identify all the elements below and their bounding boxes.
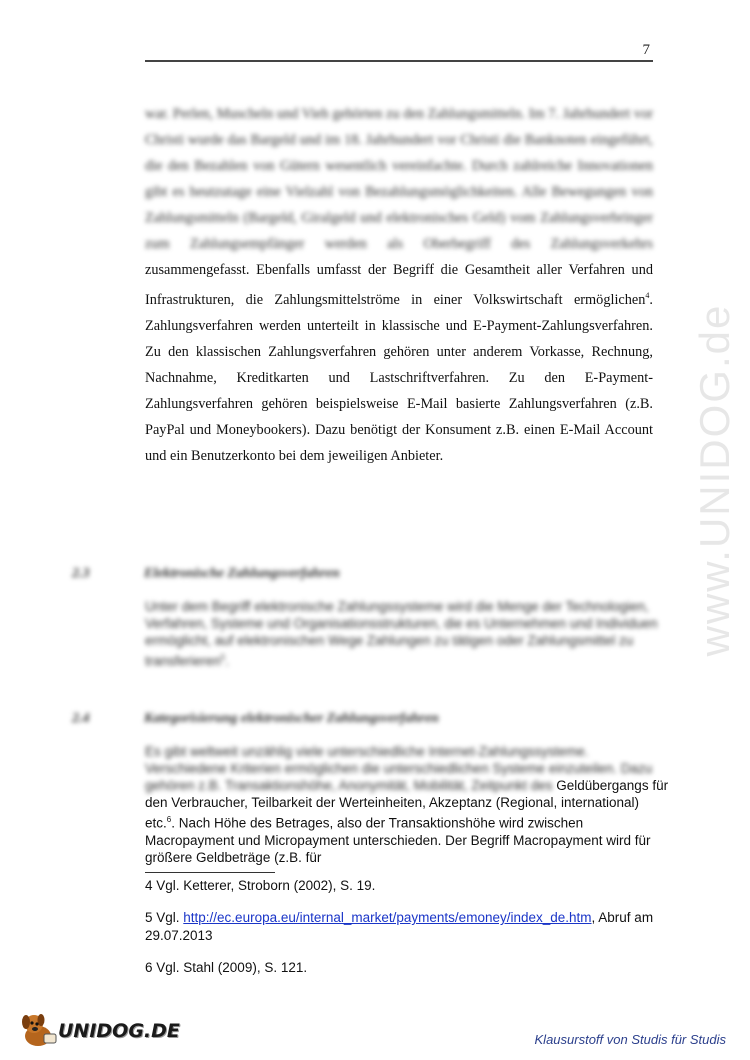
section-2-4-visible-text: Geldübergangs für den Verbraucher, Teilbarkeit der Werteinheiten, Akzeptanz (Regional, international) etc. — [145, 778, 669, 831]
footnote-rule — [145, 872, 275, 873]
watermark: www.UNIDOG.de — [691, 303, 738, 657]
intro-visible-text-2: . Zahlungsverfahren werden unterteilt in klassische und E-Payment-Zahlungsverfahren. Zu den klassischen Zahlungsverfahren gehören unter anderem Vorkasse, Rechnung, Nachnahme, Kreditkarten und Lastschriftverfahren. Zu den E-Payment-Zahlungsverfahren gehören beispielsweise E-Mail basierte Zahlungsverfahren (z.B. PayPal und Moneybookers). Dazu benötigt der Konsument z.B. einen E-Mail Account und ein Benutzerkonto bei dem jeweiligen Anbieter. — [145, 291, 653, 464]
footnote-5-suffix: , Abruf am 29.07.2013 — [145, 910, 654, 943]
footnote-ref-4[interactable]: 4 — [645, 291, 650, 300]
header-rule — [145, 60, 653, 62]
footnote-5 — [145, 909, 665, 945]
section-2-4-blurred-text: Es gibt weltweit unzählig viele unterschiedliche Internet-Zahlungssysteme. Verschiedene Kriterien ermöglichen die unterschiedlichen Systeme einzuteilen. Dazu gehören z.B. Transaktionshöhe, Anonymität, Mobilität, Zeitpunkt des — [145, 744, 653, 793]
section-number: 2.3 — [72, 566, 90, 581]
footnote-6: 6 Vgl. Stahl (2009), S. 121. — [145, 960, 308, 975]
section-2-3-paragraph: Unter dem Begriff elektronische Zahlungssysteme wird die Menge der Technologien, Verfahren, Systeme und Organisationsstrukturen, die es Unternehmen und Individuen ermöglicht, auf elektronischen Wege Zahlungen zu tätigen oder Zahlungsmittel zu transferieren$^5$. — [145, 599, 658, 669]
unidog-logo[interactable] — [20, 1010, 180, 1050]
footnote-5-prefix: 5 Vgl. — [145, 910, 184, 925]
footer-tagline: Klausurstoff von Studis für Studis — [534, 1032, 726, 1047]
footnote-4: 4 Vgl. Ketterer, Stroborn (2002), S. 19. — [145, 878, 376, 893]
page-number: 7 — [642, 42, 650, 58]
intro-visible-text: zusammengefasst. Ebenfalls umfasst der Begriff die Gesamtheit aller Verfahren und Infrastrukturen, die Zahlungsmittelströme in einer Volkswirtschaft ermöglichen — [145, 262, 653, 308]
section-2-4-paragraph — [145, 743, 670, 866]
logo-text: UNIDOG.DE — [58, 1020, 180, 1042]
dog-mascot-icon — [20, 1010, 60, 1050]
section-2-4-visible-text-2: . Nach Höhe des Betrages, also der Transaktionshöhe wird zwischen Macropayment und Micropayment unterschieden. Der Begriff Macropayment wird für größere Geldbeträge (z.B. für — [145, 815, 651, 865]
section-2-3-text: Unter dem Begriff elektronische Zahlungssysteme wird die Menge der Technologien, Verfahren, Systeme und Organisationsstrukturen, die es Unternehmen und Individuen ermöglicht, auf elektronischen Wege Zahlungen zu tätigen oder Zahlungsmittel zu transferieren — [145, 599, 658, 669]
footnote-5-link[interactable]: http://ec.europa.eu/internal_market/payments/emoney/index_de.htm — [183, 910, 592, 925]
footnote-ref-5[interactable]: 5 — [220, 653, 226, 662]
intro-paragraph — [145, 101, 653, 469]
section-number: 2.4 — [72, 711, 90, 726]
section-title: Elektronische Zahlungsverfahren — [144, 566, 340, 581]
footnote-ref-6[interactable]: 6 — [166, 815, 172, 824]
section-title: Kategorisierung elektronischer Zahlungsverfahren — [144, 711, 439, 726]
intro-blurred-text: war. Perlen, Muscheln und Vieh gehörten zu den Zahlungsmitteln. Im 7. Jahrhundert vor Christi wurde das Bargeld und im 18. Jahrhundert vor Christi die Banknoten eingeführt, die den Bezahlen von Gütern wesentlich vereinfachte. Durch zahlreiche Innovationen gibt es heutzutage eine Vielzahl von Bezahlungsmöglichkeiten. Alle Bewegungen von Zahlungsmitteln (Bargeld, Giralgeld und elektronisches Geld) vom Zahlungsverbringer zum Zahlungsempfänger werden als Oberbegriff des Zahlungsverkehrs — [145, 106, 653, 252]
